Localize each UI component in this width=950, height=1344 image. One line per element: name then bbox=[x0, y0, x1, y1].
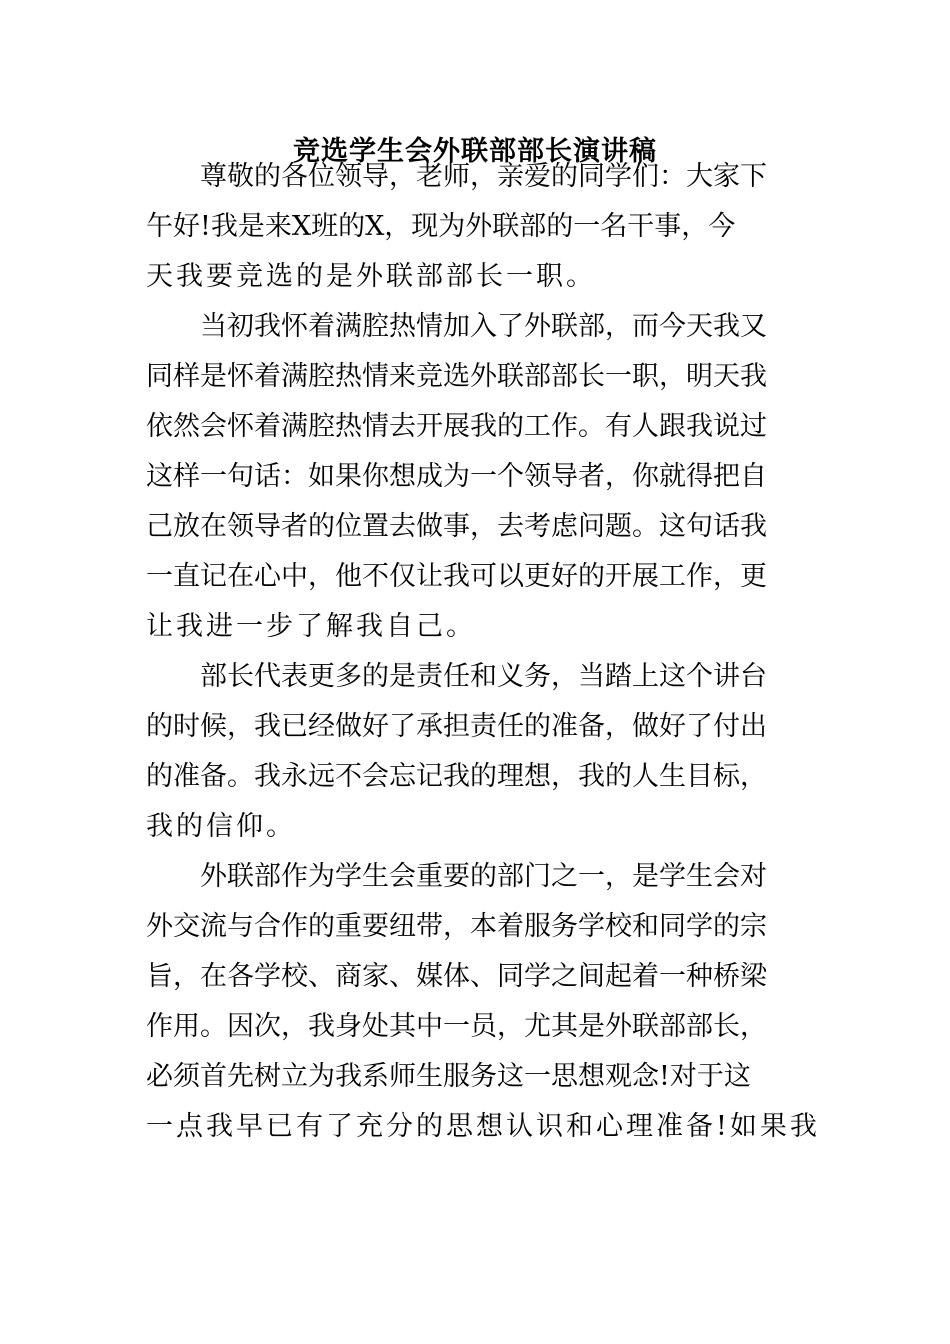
paragraph-line: 己放在领导者的位置去做事，去考虑问题。这句话我 bbox=[146, 511, 767, 542]
paragraph bbox=[146, 152, 806, 302]
paragraph-line: 部长代表更多的是责任和义务，当踏上这个讲台 bbox=[200, 661, 767, 692]
paragraph-line: 外联部作为学生会重要的部门之一，是学生会对 bbox=[200, 861, 767, 892]
paragraph-line: 同样是怀着满腔热情来竞选外联部部长一职，明天我 bbox=[146, 361, 767, 392]
paragraph-line: 一点我早已有了充分的思想认识和心理准备!如果我 bbox=[146, 1111, 820, 1142]
paragraph-line: 作用。因次，我身处其中一员，尤其是外联部部长， bbox=[146, 1011, 767, 1042]
paragraph-line: 让我进一步了解我自己。 bbox=[146, 611, 476, 642]
paragraph-line: 外交流与合作的重要纽带，本着服务学校和同学的宗 bbox=[146, 911, 767, 942]
paragraph-line: 依然会怀着满腔热情去开展我的工作。有人跟我说过 bbox=[146, 411, 767, 442]
paragraph bbox=[146, 852, 820, 1152]
paragraph-line: 必须首先树立为我系师生服务这一思想观念!对于这 bbox=[146, 1061, 751, 1092]
paragraph-line: 的时候，我已经做好了承担责任的准备，做好了付出 bbox=[146, 711, 767, 742]
paragraph-line: 这样一句话：如果你想成为一个领导者，你就得把自 bbox=[146, 461, 767, 492]
paragraph-line: 我的信仰。 bbox=[146, 811, 296, 842]
paragraph bbox=[146, 302, 806, 652]
paragraph-line: 一直记在心中，他不仅让我可以更好的开展工作，更 bbox=[146, 561, 767, 592]
paragraph-line: 天我要竞选的是外联部部长一职。 bbox=[146, 261, 596, 292]
paragraph-line: 的准备。我永远不会忘记我的理想，我的人生目标， bbox=[146, 761, 767, 792]
document-body bbox=[146, 152, 820, 1152]
paragraph-line: 午好!我是来X班的X，现为外联部的一名干事，今 bbox=[146, 211, 736, 242]
paragraph-line: 当初我怀着满腔热情加入了外联部，而今天我又 bbox=[200, 311, 767, 342]
paragraph-line: 尊敬的各位领导，老师，亲爱的同学们：大家下 bbox=[200, 161, 767, 192]
paragraph bbox=[146, 652, 806, 852]
document-title: 竞选学生会外联部部长演讲稿 bbox=[293, 136, 657, 167]
paragraph-line: 旨，在各学校、商家、媒体、同学之间起着一种桥梁 bbox=[146, 961, 767, 992]
